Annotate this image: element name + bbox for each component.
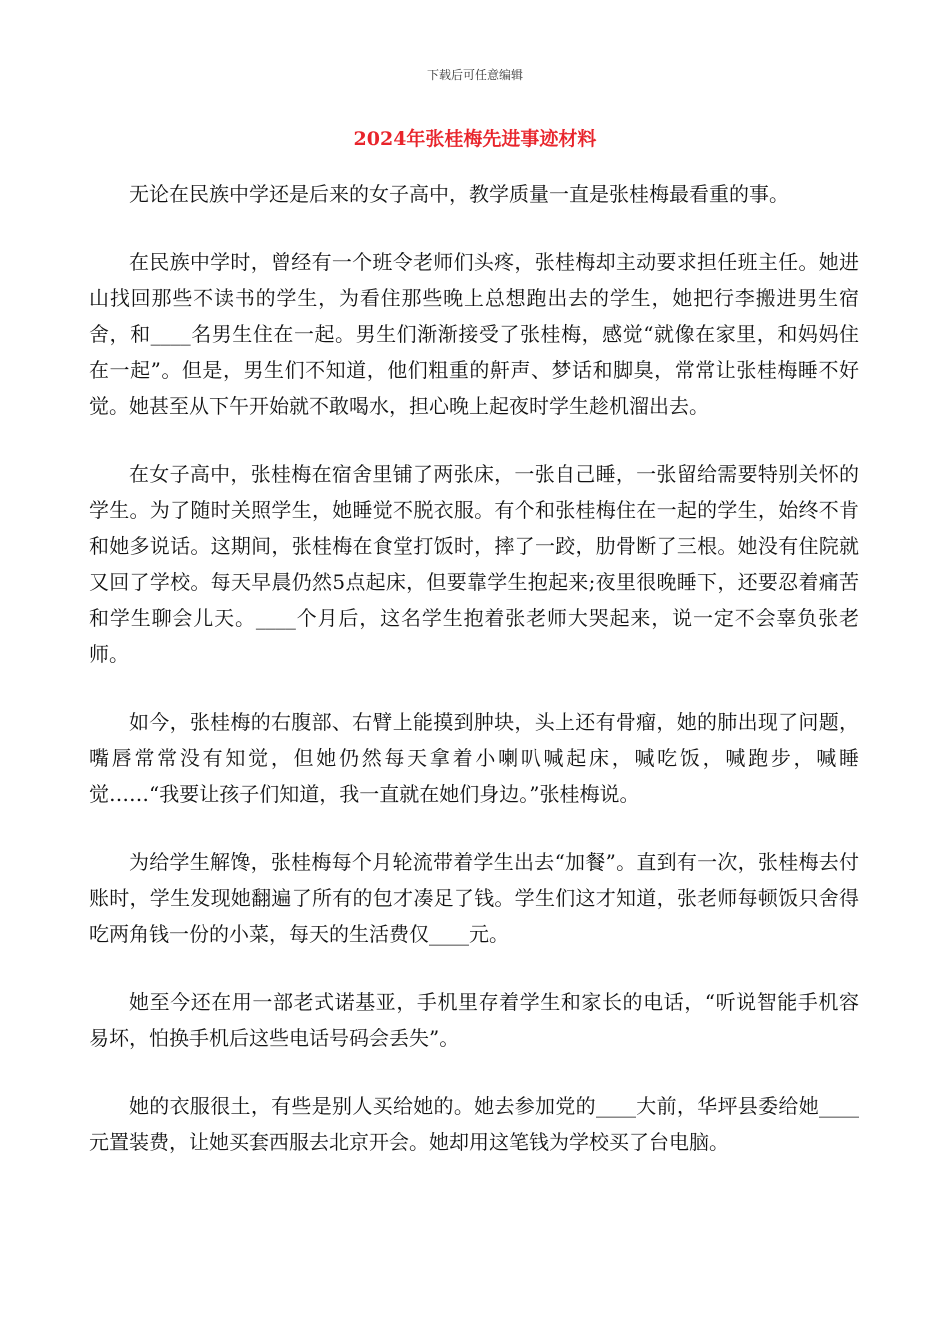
paragraph-4: 如今，张桂梅的右腹部、右臂上能摸到肿块，头上还有骨瘤，她的肺出现了问题，嘴唇常常没有知觉，但她仍然每天拿着小喇叭喊起床，喊吃饭，喊跑步，喊睡觉……“我要让孩子们知道，我一直就在她们身边。”张桂梅说。 <box>89 710 859 806</box>
paragraph-5: 为给学生解馋，张桂梅每个月轮流带着学生出去“加餐”。直到有一次，张桂梅去付账时，学生发现她翻遍了所有的包才凑足了钱。学生们这才知道，张老师每顿饭只舍得吃两角钱一份的小菜，每天的生活费仅____元。 <box>89 850 859 946</box>
paragraph-6: 她至今还在用一部老式诺基亚，手机里存着学生和家长的电话，“听说智能手机容易坏，怕换手机后这些电话号码会丢失”。 <box>89 990 859 1050</box>
paragraph-1: 无论在民族中学还是后来的女子高中，教学质量一直是张桂梅最看重的事。 <box>129 182 789 206</box>
paragraph-3: 在女子高中，张桂梅在宿舍里铺了两张床，一张自己睡，一张留给需要特别关怀的学生。为了随时关照学生，她睡觉不脱衣服。有个和张桂梅住在一起的学生，始终不肯和她多说话。这期间，张桂梅在食堂打饭时，摔了一跤，肋骨断了三根。她没有住院就又回了学校。每天早晨仍然5点起床，但要靠学生抱起来;夜里很晚睡下，还要忍着痛苦和学生聊会儿天。____个月后，这名学生抱着张老师大哭起来，说一定不会辜负张老师。 <box>89 462 859 666</box>
paragraph-2: 在民族中学时，曾经有一个班令老师们头疼，张桂梅却主动要求担任班主任。她进山找回那些不读书的学生，为看住那些晚上总想跑出去的学生，她把行李搬进男生宿舍，和____名男生住在一起。男生们渐渐接受了张桂梅，感觉“就像在家里，和妈妈住在一起”。但是，男生们不知道，他们粗重的鼾声、梦话和脚臭，常常让张桂梅睡不好觉。她甚至从下午开始就不敢喝水，担心晚上起夜时学生趁机溜出去。 <box>89 250 859 418</box>
document-title: 2024年张桂梅先进事迹材料 <box>353 128 597 150</box>
document-body <box>89 176 859 1192</box>
header-note: 下载后可任意编辑 <box>426 68 523 82</box>
paragraph-7: 她的衣服很土，有些是别人买给她的。她去参加党的____大前，华坪县委给她____元置装费，让她买套西服去北京开会。她却用这笔钱为学校买了台电脑。 <box>89 1094 859 1154</box>
